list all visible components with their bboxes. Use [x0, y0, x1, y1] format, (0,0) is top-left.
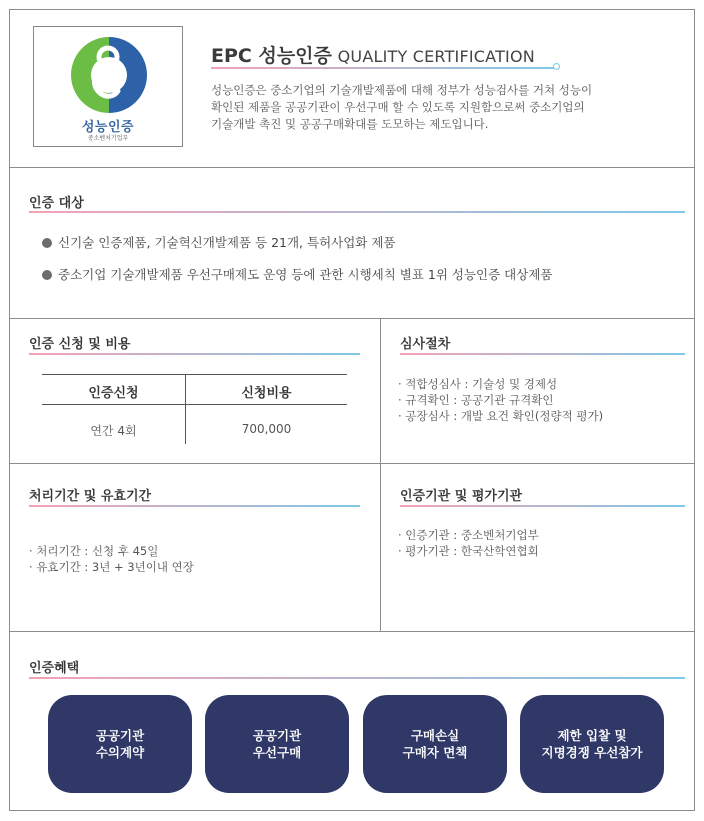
- logo-subtitle: 중소벤처기업부: [87, 135, 129, 142]
- review-item: · 공장심사 : 개발 요건 확인(정량적 평가): [398, 409, 604, 423]
- logo-mark-icon: [68, 35, 148, 115]
- benefit-line: 우선구매: [252, 745, 302, 760]
- benefit-line: 제한 입찰 및: [557, 728, 627, 743]
- divider-row3: [9, 631, 695, 632]
- target-item: [42, 265, 552, 283]
- section-underline: [29, 353, 360, 355]
- divider-vertical: [380, 318, 381, 631]
- agency-item: · 인증기관 : 중소벤처기업부: [398, 528, 539, 542]
- divider-row2: [9, 463, 695, 464]
- table-top-border: [42, 374, 347, 375]
- section-title-agency: 인증기관 및 평가기관: [400, 489, 523, 504]
- table-header-cell: 인증신청: [88, 386, 139, 401]
- description-line: 기술개발 촉진 및 공공구매확대를 도모하는 제도입니다.: [211, 117, 489, 131]
- benefit-line: 공공기관: [95, 728, 145, 743]
- title-underline: [211, 67, 556, 69]
- title-underline-dot: [553, 63, 560, 70]
- divider-header: [9, 167, 695, 168]
- logo: [33, 26, 183, 147]
- benefit-line: 구매손실: [410, 728, 460, 743]
- logo-name: 성능인증: [81, 120, 135, 135]
- agency-list: [398, 527, 539, 559]
- section-underline: [29, 211, 685, 213]
- benefit-restricted-bidding-button[interactable]: [520, 695, 664, 793]
- section-underline: [29, 677, 685, 679]
- benefit-line: 지명경쟁 우선참가: [541, 745, 643, 760]
- review-list: [398, 376, 603, 424]
- section-underline: [400, 353, 685, 355]
- description-line: 성능인증은 중소기업의 기술개발제품에 대해 정부가 성능검사를 거쳐 성능이: [211, 83, 593, 97]
- title-sub: QUALITY CERTIFICATION: [337, 47, 535, 66]
- description-line: 확인된 제품을 공공기관이 우선구매 할 수 있도록 지원함으로써 중소기업의: [211, 100, 585, 114]
- section-title-target: 인증 대상: [29, 196, 84, 211]
- page-title: [211, 41, 535, 68]
- section-title-benefits: 인증혜택: [29, 661, 80, 676]
- section-title-application: 인증 신청 및 비용: [29, 337, 131, 352]
- target-item-text: 중소기업 기술개발제품 우선구매제도 운영 등에 관한 시행세칙 별표 1위 성능인증 대상제품: [58, 267, 553, 282]
- description: [211, 82, 631, 133]
- target-item: [42, 233, 396, 251]
- benefit-buyer-exemption-button[interactable]: [363, 695, 507, 793]
- benefit-line: 구매자 면책: [402, 745, 468, 760]
- period-list: [29, 543, 194, 575]
- benefit-priority-purchase-button[interactable]: [205, 695, 349, 793]
- section-title-period: 처리기간 및 유효기간: [29, 489, 152, 504]
- target-item-text: 신기술 인증제품, 기술혁신개발제품 등 21개, 특허사업화 제품: [58, 235, 396, 250]
- table-cell: 연간 4회: [90, 424, 137, 438]
- table-header-cell: 신청비용: [241, 386, 292, 401]
- benefit-private-contract-button[interactable]: [48, 695, 192, 793]
- bullet-dot-icon: [42, 270, 52, 280]
- period-item: · 유효기간 : 3년 + 3년이내 연장: [29, 560, 194, 574]
- review-item: · 규격확인 : 공공기관 규격확인: [398, 393, 554, 407]
- section-underline: [29, 505, 360, 507]
- section-underline: [400, 505, 685, 507]
- table-cell: 700,000: [241, 422, 292, 436]
- review-item: · 적합성심사 : 기술성 및 경제성: [398, 377, 558, 391]
- benefit-line: 공공기관: [252, 728, 302, 743]
- title-main: EPC 성능인증: [211, 45, 332, 67]
- divider-target: [9, 318, 695, 319]
- benefit-line: 수의계약: [95, 745, 145, 760]
- bullet-dot-icon: [42, 238, 52, 248]
- table-header-border: [42, 404, 347, 405]
- section-title-review: 심사절차: [400, 337, 451, 352]
- period-item: · 처리기간 : 신청 후 45일: [29, 544, 159, 558]
- agency-item: · 평가기관 : 한국산학연협회: [398, 544, 539, 558]
